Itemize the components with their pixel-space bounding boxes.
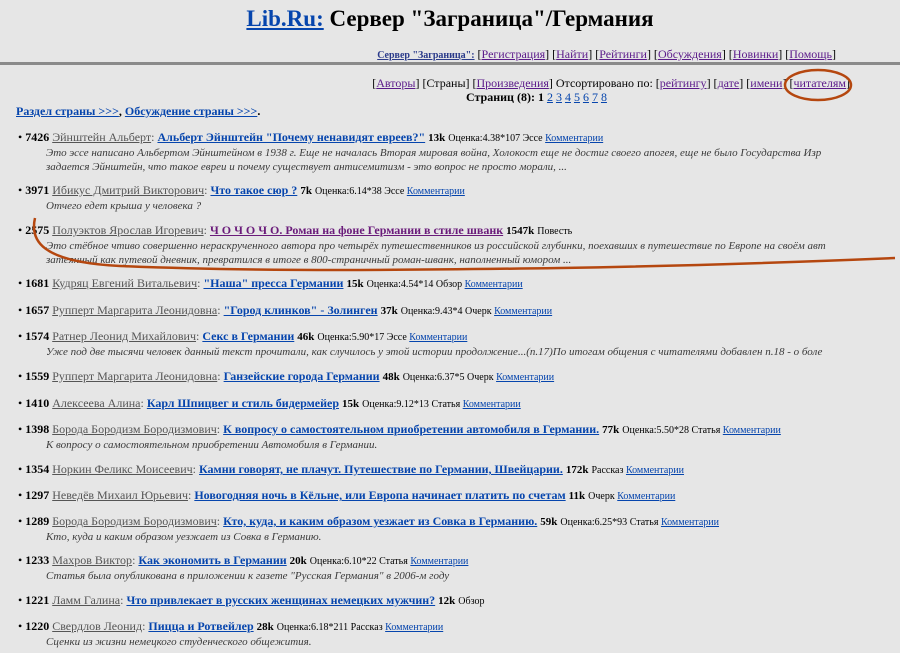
reader-count: 1657 (25, 303, 50, 317)
work-title-link[interactable]: "Наша" пресса Германии (203, 276, 344, 290)
page-link[interactable]: 5 (573, 90, 580, 104)
work-genre: Эссе (522, 133, 543, 144)
work-description: Уже под две тысячи человек данный текст прочитали, как случилось у этой истории продолжение...(п.17)По итогам общения с читателями добавлен п.18 - о боле (46, 346, 823, 358)
section-links: Раздел страны >>>, Обсуждение страны >>>. (16, 104, 261, 118)
nav-register[interactable]: Регистрация (481, 47, 546, 61)
sort-label: Отсортировано по: (555, 76, 653, 90)
country-discussion-link[interactable]: Обсуждение страны >>> (124, 104, 258, 118)
work-size: 1547k (506, 225, 535, 237)
sort-by-name[interactable]: имени (750, 76, 783, 90)
comments-link[interactable]: Комментарии (462, 399, 521, 410)
author-link[interactable]: Рупперт Маргарита Леонидовна (52, 303, 218, 317)
work-line: • 1297 Неведёв Михаил Юрьевич: Новогодняя ночь в Кёльне, или Европа начинает платить по счетам 11k Очерк Комментарии (18, 488, 676, 502)
reader-count: 1410 (25, 396, 50, 410)
page-link[interactable]: 6 (582, 90, 589, 104)
work-line: • 1398 Борода Бородизм Бородизмович: К вопросу о самостоятельном приобретении автомобиля в Германии. 77k Оценка:5.50*28 Статья Комментарии (18, 422, 781, 436)
bullet: • (18, 329, 23, 343)
reader-count: 1559 (25, 369, 50, 383)
work-rating: Оценка:4.38*107 (448, 133, 521, 144)
work-title-link[interactable]: Карл Шпицвег и стиль бидермейер (146, 396, 340, 410)
work-genre: Обзор (458, 596, 485, 607)
page-link[interactable]: 3 (555, 90, 562, 104)
nav-help[interactable]: Помощь (789, 47, 832, 61)
work-line: • 1289 Борода Бородизм Бородизмович: Кто, куда, и каким образом уезжает из Совка в Германию. 59k Оценка:6.25*93 Статья Комментарии (18, 514, 719, 528)
work-line: • 1559 Рупперт Маргарита Леонидовна: Ганзейские города Германии 48k Оценка:6.37*5 Очерк Комментарии (18, 369, 555, 383)
work-description: Это эссе написано Альбертом Эйнштейном в 1938 г. Еще не началась Вторая мировая война, Холокост еще не достиг своего апогея, еще не было Государства Изр (46, 147, 822, 159)
work-size: 15k (346, 278, 364, 290)
author-link[interactable]: Норкин Феликс Моисеевич (52, 462, 193, 476)
author-link[interactable]: Махров Виктор (52, 553, 133, 567)
page-link[interactable]: 2 (546, 90, 553, 104)
work-title-link[interactable]: Альберт Эйнштейн "Почему ненавидят евреев?" (157, 130, 426, 144)
work-rating: Оценка:5.90*17 (317, 332, 385, 343)
work-size: 15k (342, 398, 360, 410)
reader-count: 1681 (25, 276, 50, 290)
author-link[interactable]: Кудряц Евгений Витальевич (52, 276, 198, 290)
reader-count: 3971 (25, 183, 50, 197)
comments-link[interactable]: Комментарии (464, 279, 523, 290)
bullet: • (18, 422, 23, 436)
top-navigation: Сервер "Заграница": [Регистрация] [Найти] [Рейтинги] [Обсуждения] [Новинки] [Помощь] (377, 47, 836, 61)
work-size: 48k (382, 371, 400, 383)
sort-by-rating[interactable]: рейтингу (659, 76, 707, 90)
work-description: Кто, куда и каким образом уезжает из Совка в Германию. (46, 531, 322, 543)
work-line: • 1681 Кудряц Евгений Витальевич: "Наша" пресса Германии 15k Оценка:4.54*14 Обзор Комментарии (18, 276, 523, 290)
nav-new[interactable]: Новинки (732, 47, 779, 61)
author-link[interactable]: Алексеева Алина (52, 396, 141, 410)
author-link[interactable]: Ламм Галина (52, 593, 121, 607)
work-size: 11k (568, 490, 586, 502)
work-description: К вопросу о самостоятельном приобретении Автомобиля в Германии. (46, 439, 378, 451)
bullet: • (18, 183, 23, 197)
author-link[interactable]: Свердлов Леонид (52, 619, 143, 633)
work-genre: Статья (629, 517, 659, 528)
work-line: • 2575 Полуэктов Ярослав Игоревич: Ч О Ч О Ч О. Роман на фоне Германии в стиле шванк 1547k Повесть (18, 223, 573, 237)
work-title-link[interactable]: Секс в Германии (202, 329, 295, 343)
work-description: задается Эйнштейн, что такое евреи и почему существует антисемитизм - это вопрос не просто морали, ... (46, 161, 567, 173)
comments-link[interactable]: Комментарии (660, 517, 719, 528)
nav-ratings[interactable]: Рейтинги (599, 47, 647, 61)
work-rating: Оценка:5.50*28 (622, 425, 690, 436)
bullet: • (18, 223, 23, 237)
work-title-link[interactable]: К вопросу о самостоятельном приобретении автомобиля в Германии. (223, 422, 600, 436)
work-line: • 1657 Рупперт Маргарита Леонидовна: "Город клинков" - Золинген 37k Оценка:9.43*4 Очерк Комментарии (18, 303, 553, 317)
work-title-link[interactable]: Что такое сюр ? (210, 183, 298, 197)
comments-link[interactable]: Комментарии (722, 425, 781, 436)
reader-count: 1398 (25, 422, 50, 436)
work-size: 28k (256, 621, 274, 633)
bullet: • (18, 619, 23, 633)
author-link[interactable]: Рупперт Маргарита Леонидовна (52, 369, 218, 383)
work-genre: Эссе (384, 186, 405, 197)
server-link[interactable]: Сервер "Заграница": (377, 50, 475, 61)
bullet: • (18, 369, 23, 383)
comments-link[interactable]: Комментарии (494, 306, 553, 317)
bullet: • (18, 488, 23, 502)
comments-link[interactable]: Комментарии (625, 465, 685, 476)
author-link[interactable]: Полуэктов Ярослав Игоревич (52, 223, 204, 237)
work-rating: Оценка:6.14*38 (314, 186, 382, 197)
bullet: • (18, 593, 23, 607)
work-genre: Очерк (588, 491, 615, 502)
reader-count: 2575 (25, 223, 50, 237)
work-title-link[interactable]: Кто, куда, и каким образом уезжает из Совка в Германию. (223, 514, 538, 528)
work-size: 172k (565, 464, 589, 476)
work-genre: Статья (431, 399, 461, 410)
work-size: 13k (428, 132, 446, 144)
comments-link[interactable]: Комментарии (385, 622, 444, 633)
bullet: • (18, 396, 23, 410)
author-link[interactable]: Ибикус Дмитрий Викторович (52, 183, 205, 197)
work-description: Статья была опубликована в приложении к газете "Русская Германия" в 2006-м году (46, 570, 450, 582)
work-description: Отчего едет крыша у человека ? (46, 200, 202, 212)
bullet: • (18, 553, 23, 567)
work-line: • 1233 Махров Виктор: Как экономить в Германии 20k Оценка:6.10*22 Статья Комментарии (18, 553, 469, 567)
work-title-link[interactable]: "Город клинков" - Золинген (223, 303, 378, 317)
sort-bar: [Авторы] [Страны] [Произведения] Отсортировано по: [рейтингу] [дате] [имени] [читателям] (372, 76, 850, 90)
work-size: 77k (602, 424, 620, 436)
work-genre: Повесть (537, 226, 573, 237)
work-line: • 1574 Ратнер Леонид Михайлович: Секс в Германии 46k Оценка:5.90*17 Эссе Комментарии (18, 329, 468, 343)
work-title-link[interactable]: Ч О Ч О Ч О. Роман на фоне Германии в стиле шванк (209, 223, 504, 237)
work-line: • 1221 Ламм Галина: Что привлекает в русских женщинах немецких мужчин? 12k Обзор (18, 593, 485, 607)
sort-by-date[interactable]: дате (717, 76, 740, 90)
bullet: • (18, 514, 23, 528)
work-genre: Обзор (435, 279, 463, 290)
bullet: • (18, 276, 23, 290)
work-description: Сценки из жизни немецкого студенческого общежития. (46, 636, 312, 648)
reader-count: 1297 (25, 488, 50, 502)
work-title-link[interactable]: Камни говорят, не плачут. Путешествие по Германии, Швейцарии. (199, 462, 563, 476)
work-line: • 7426 Эйнштейн Альберт: Альберт Эйнштейн "Почему ненавидят евреев?" 13k Оценка:4.38*107 Эссе Комментарии (18, 130, 604, 144)
comments-link[interactable]: Комментарии (406, 186, 465, 197)
nav-search[interactable]: Найти (556, 47, 589, 61)
page-link[interactable]: 7 (591, 90, 598, 104)
author-link[interactable]: Борода Бородизм Бородизмович (52, 514, 217, 528)
reader-count: 1289 (25, 514, 50, 528)
work-rating: Оценка:4.54*14 (366, 279, 434, 290)
work-size: 59k (540, 516, 558, 528)
reader-count: 1221 (25, 593, 50, 607)
pagination-label: Страниц (8): (466, 90, 535, 104)
tab-countries: Страны (426, 76, 466, 90)
reader-count: 1354 (25, 462, 50, 476)
page-title: Сервер "Заграница"/Германия (329, 6, 654, 31)
bullet: • (18, 130, 23, 144)
author-link[interactable]: Борода Бородизм Бородизмович (52, 422, 217, 436)
work-line: • 1410 Алексеева Алина: Карл Шпицвег и стиль бидермейер 15k Оценка:9.12*13 Статья Комментарии (18, 396, 521, 410)
work-size: 20k (289, 555, 307, 567)
header-divider (0, 62, 900, 65)
work-size: 12k (438, 595, 456, 607)
work-line: • 1220 Свердлов Леонид: Пицца и Ротвейлер 28k Оценка:6.18*211 Рассказ Комментарии (18, 619, 444, 633)
work-genre: Очерк (467, 372, 494, 383)
sort-by-readers[interactable]: читателям (793, 76, 846, 90)
work-rating: Оценка:6.18*211 (276, 622, 349, 633)
work-title-link[interactable]: Что привлекает в русских женщинах немецких мужчин? (126, 593, 436, 607)
work-genre: Статья (691, 425, 721, 436)
work-size: 7k (300, 185, 312, 197)
page-header (0, 0, 900, 32)
reader-count: 1233 (25, 553, 50, 567)
work-title-link[interactable]: Пицца и Ротвейлер (148, 619, 254, 633)
work-size: 46k (297, 331, 315, 343)
pagination (466, 90, 607, 105)
author-link[interactable]: Неведёв Михаил Юрьевич (52, 488, 188, 502)
work-description: затеянный как путевой дневник, превратился в итоге в 800-страничный роман-шванк, наполненный юмором ... (46, 254, 572, 266)
work-rating: Оценка:9.43*4 (400, 306, 463, 317)
tab-works[interactable]: Произведения (476, 76, 549, 90)
page-link[interactable]: 8 (600, 90, 607, 104)
author-link[interactable]: Эйнштейн Альберт (52, 130, 152, 144)
work-title-link[interactable]: Ганзейские города Германии (223, 369, 380, 383)
work-title-link[interactable]: Как экономить в Германии (138, 553, 287, 567)
work-size: 37k (380, 305, 398, 317)
work-description: Это стёбное чтиво совершенно нераскрученного автора про четырёх путешественников из российской глубинки, поехавших в путешествие по Европе на своём авт (46, 240, 826, 252)
work-line: • 3971 Ибикус Дмитрий Викторович: Что такое сюр ? 7k Оценка:6.14*38 Эссе Комментарии (18, 183, 465, 197)
work-genre: Рассказ (350, 622, 383, 633)
bullet: • (18, 462, 23, 476)
work-rating: Оценка:6.37*5 (402, 372, 465, 383)
bullet: • (18, 303, 23, 317)
work-title-link[interactable]: Новогодняя ночь в Кёльне, или Европа начинает платить по счетам (194, 488, 566, 502)
work-rating: Оценка:6.10*22 (309, 556, 377, 567)
work-genre: Эссе (386, 332, 407, 343)
comments-link[interactable]: Комментарии (410, 556, 469, 567)
comments-link[interactable]: Комментарии (617, 491, 676, 502)
current-page: 1 (537, 90, 544, 104)
comments-link[interactable]: Комментарии (496, 372, 555, 383)
author-link[interactable]: Ратнер Леонид Михайлович (52, 329, 197, 343)
work-line: • 1354 Норкин Феликс Моисеевич: Камни говорят, не плачут. Путешествие по Германии, Швейцарии. 172k Рассказ Комментарии (18, 462, 685, 476)
work-genre: Статья (379, 556, 408, 567)
work-genre: Очерк (465, 306, 492, 317)
page-link[interactable]: 4 (564, 90, 571, 104)
country-section-link[interactable]: Раздел страны >>> (16, 104, 119, 118)
work-rating: Оценка:6.25*93 (560, 517, 628, 528)
comments-link[interactable]: Комментарии (545, 133, 604, 144)
work-genre: Рассказ (591, 465, 624, 476)
tab-authors[interactable]: Авторы (376, 76, 416, 90)
site-logo-link[interactable]: Lib.Ru: (246, 6, 324, 31)
reader-count: 1220 (25, 619, 50, 633)
work-rating: Оценка:9.12*13 (362, 399, 429, 410)
reader-count: 1574 (25, 329, 50, 343)
comments-link[interactable]: Комментарии (409, 332, 468, 343)
nav-discussions[interactable]: Обсуждения (657, 47, 722, 61)
reader-count: 7426 (25, 130, 50, 144)
